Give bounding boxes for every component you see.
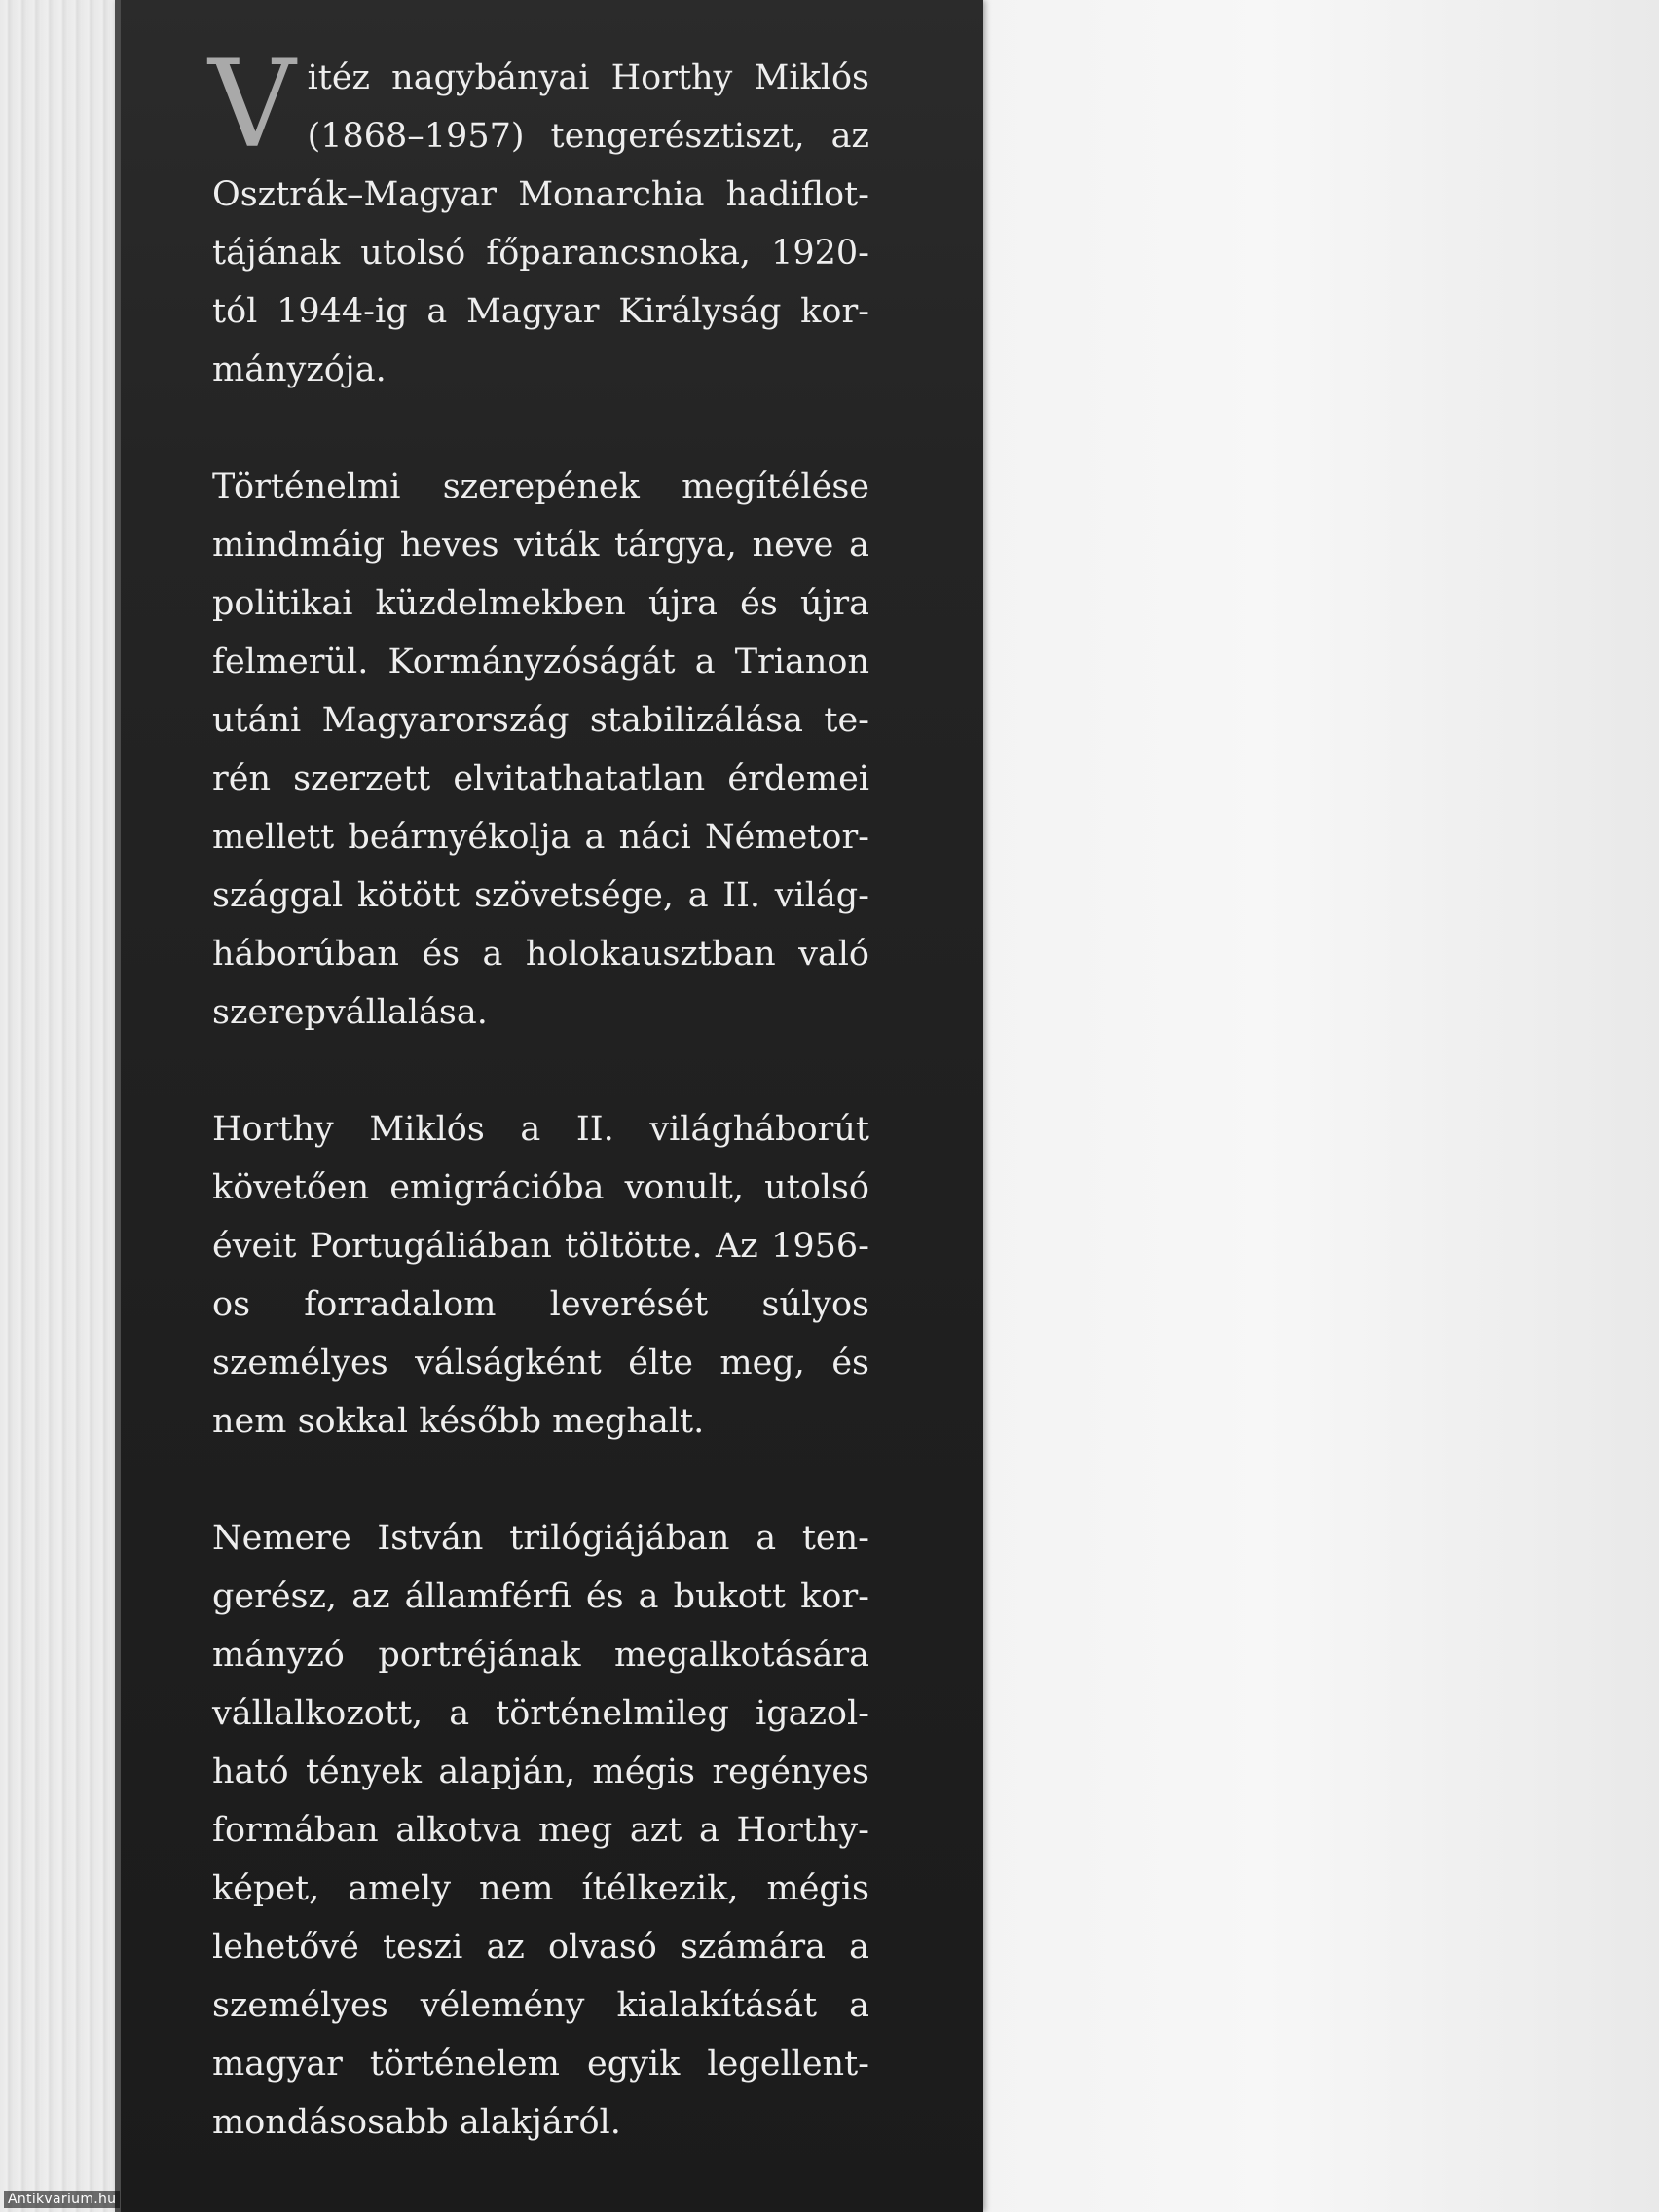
blurb-paragraph-1 <box>208 35 869 399</box>
site-watermark: Antikvarium.hu <box>4 2191 120 2208</box>
page-edge-left <box>0 0 122 2212</box>
blurb-text-column <box>208 35 869 2210</box>
drop-cap-letter: V <box>208 35 296 175</box>
blurb-paragraph-3: Horthy Miklós a II. világháborút követően emigrációba vonult, utolsó éveit Portugáliában töltötte. Az 1956-os forradalom leverését súlyos személyes válságként élte meg, és nem sokkal később meghalt. <box>212 1110 869 1441</box>
blurb-paragraph-4: Nemere István trilógiájában a tengerész, az államférfi és a bukott kormányzó portréjának megalkotására vállalkozott, a történelmileg igazolható tények alapján, mégis regényes formában alkotva meg azt a Horthyképet, amely nem ítélkezik, mégis lehetővé teszi az olvasó számára a személyes vélemény kialakítását a magyar történelem egyik legellentmondásosabb alakjáról. <box>212 1519 869 2142</box>
blurb-paragraph-2: Történelmi szerepének megítélése mindmáig heves viták tárgya, neve a politikai küzdelmekben újra és újra felmerül. Kormányzóságát a Trianon utáni Magyarország stabilizálása terén szerzett elvitathatatlan érdemei mellett beárnyékolja a náci Németországgal kötött szövetsége, a II. világháborúban és a holokausztban való szerepvállalása. <box>212 467 869 1032</box>
cover-spine-edge <box>115 0 121 2212</box>
paragraph-1-text: itéz nagybányai Horthy Miklós (1868–1957) tengerésztiszt, az Osztrák–Magyar Monarchia hadiflottájának utolsó főparancsnoka, 1920tól 1944-ig a Magyar Királyság kormányzója. <box>212 58 869 389</box>
